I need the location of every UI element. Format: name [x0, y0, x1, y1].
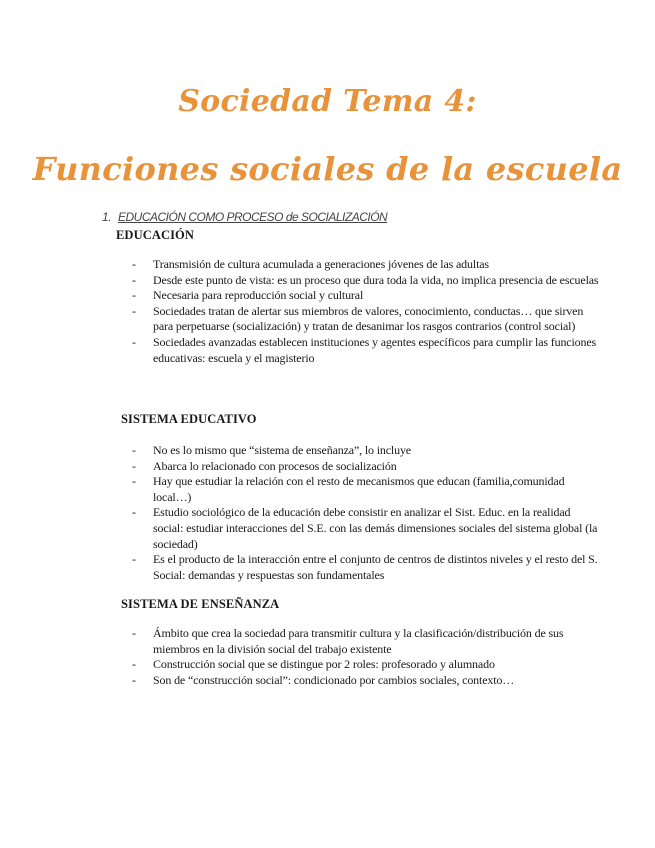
list-item — [132, 474, 602, 505]
list-item-text: Hay que estudiar la relación con el resto de mecanismos que educan (familia,comunidad local…) — [153, 474, 565, 504]
list-item-text: No es lo mismo que “sistema de enseñanza”, lo incluye — [153, 443, 411, 457]
bullet-dash: - — [132, 458, 136, 473]
bullet-dash: - — [132, 474, 136, 489]
list-item-text: Abarca lo relacionado con procesos de socialización — [153, 458, 397, 473]
list-item — [132, 273, 602, 289]
bullet-dash: - — [132, 552, 136, 567]
list-item-text: Ámbito que crea la sociedad para transmitir cultura y la clasificación/distribución de sus miembros en la división social del trabajo existente — [153, 626, 564, 656]
list-item — [132, 288, 602, 304]
list-item — [132, 505, 602, 552]
list-item-text: Transmisión de cultura acumulada a generaciones jóvenes de las adultas — [153, 257, 489, 271]
list-item — [132, 257, 602, 273]
bullet-dash: - — [132, 288, 136, 303]
list-item-text: Son de “construcción social”: condicionado por cambios sociales, contexto… — [153, 672, 515, 687]
list-item — [132, 335, 602, 366]
bullet-dash: - — [132, 303, 136, 318]
list-item-text: Sociedades tratan de alertar sus miembros de valores, conocimiento, conductas… que sirven para perpetuarse (socialización) y tratan de desanimar los rasgos contrarios (control social) — [153, 303, 584, 334]
list-item — [132, 304, 602, 335]
page-title: Sociedad Tema 4: — [178, 84, 477, 119]
page-subtitle: Funciones sociales de la escuela — [32, 150, 623, 188]
bullet-dash: - — [132, 505, 136, 520]
list-item — [132, 443, 602, 459]
list-item — [132, 626, 602, 657]
section-heading: EDUCACIÓN COMO PROCESO de SOCIALIZACIÓN — [118, 210, 388, 224]
sistema-ensenanza-list — [132, 626, 602, 688]
list-item — [132, 552, 602, 583]
sistema-educativo-list — [132, 443, 602, 583]
section-number: 1. — [102, 210, 112, 224]
list-item-text: Sociedades avanzadas establecen instituciones y agentes específicos para cumplir las funciones educativas: escuela y el magisterio — [153, 334, 597, 365]
list-item — [132, 673, 602, 689]
bullet-dash: - — [132, 672, 136, 687]
bullet-dash: - — [132, 272, 136, 287]
bullet-dash: - — [132, 626, 136, 640]
list-item-text: Es el producto de la interacción entre el conjunto de centros de distintos niveles y el resto del S. Social: demandas y respuestas son fundamentales — [153, 552, 598, 582]
educacion-list — [132, 257, 602, 366]
list-item-text: Necesaria para reproducción social y cultural — [153, 288, 364, 303]
bullet-dash: - — [132, 657, 136, 672]
list-item — [132, 459, 602, 475]
list-item — [132, 657, 602, 673]
sistema-ensenanza-heading: SISTEMA DE ENSEÑANZA — [121, 597, 280, 611]
list-item-text: Construcción social que se distingue por 2 roles: profesorado y alumnado — [153, 657, 495, 672]
list-item-text: Estudio sociológico de la educación debe consistir en analizar el Sist. Educ. en la realidad social: estudiar interacciones del S.E. con las demás dimensiones sociales del sistema global (la sociedad) — [153, 505, 598, 551]
bullet-dash: - — [132, 334, 136, 349]
bullet-dash: - — [132, 257, 136, 271]
educacion-heading: EDUCACIÓN — [116, 228, 194, 242]
bullet-dash: - — [132, 443, 136, 457]
list-item-text: Desde este punto de vista: es un proceso que dura toda la vida, no implica presencia de escuelas — [153, 272, 599, 287]
sistema-educativo-heading: SISTEMA EDUCATIVO — [121, 412, 257, 426]
